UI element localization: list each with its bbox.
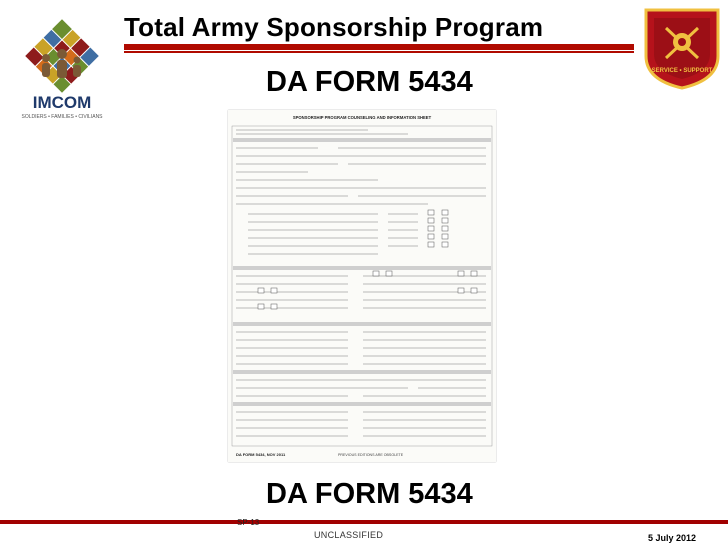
form-image	[228, 110, 496, 462]
imcom-logo-text: IMCOM	[32, 93, 92, 112]
page-note: SP-13	[237, 518, 260, 527]
title-rule-upper	[124, 44, 634, 50]
classification-label: UNCLASSIFIED	[314, 530, 384, 540]
title-rule-lower	[124, 51, 634, 53]
form-footer-note: PREVIOUS EDITIONS ARE OBSOLETE	[338, 453, 404, 457]
sustainment-emblem	[640, 6, 724, 90]
form-heading-bottom: DA FORM 5434	[266, 478, 473, 510]
imcom-logo	[6, 14, 118, 130]
form-header-text: SPONSORSHIP PROGRAM COUNSELING AND INFORMATION SHEET	[292, 115, 432, 120]
footer-band	[0, 520, 728, 524]
slide-date: 5 July 2012	[648, 533, 697, 543]
form-heading-top: DA FORM 5434	[266, 66, 473, 98]
imcom-tagline: SOLDIERS • FAMILIES • CIVILIANS	[21, 114, 103, 120]
slide-title: Total Army Sponsorship Program	[124, 12, 544, 42]
form-footer-text: DA FORM 5434, NOV 2011	[236, 452, 286, 457]
emblem-motto: SERVICE • SUPPORT	[651, 68, 713, 74]
